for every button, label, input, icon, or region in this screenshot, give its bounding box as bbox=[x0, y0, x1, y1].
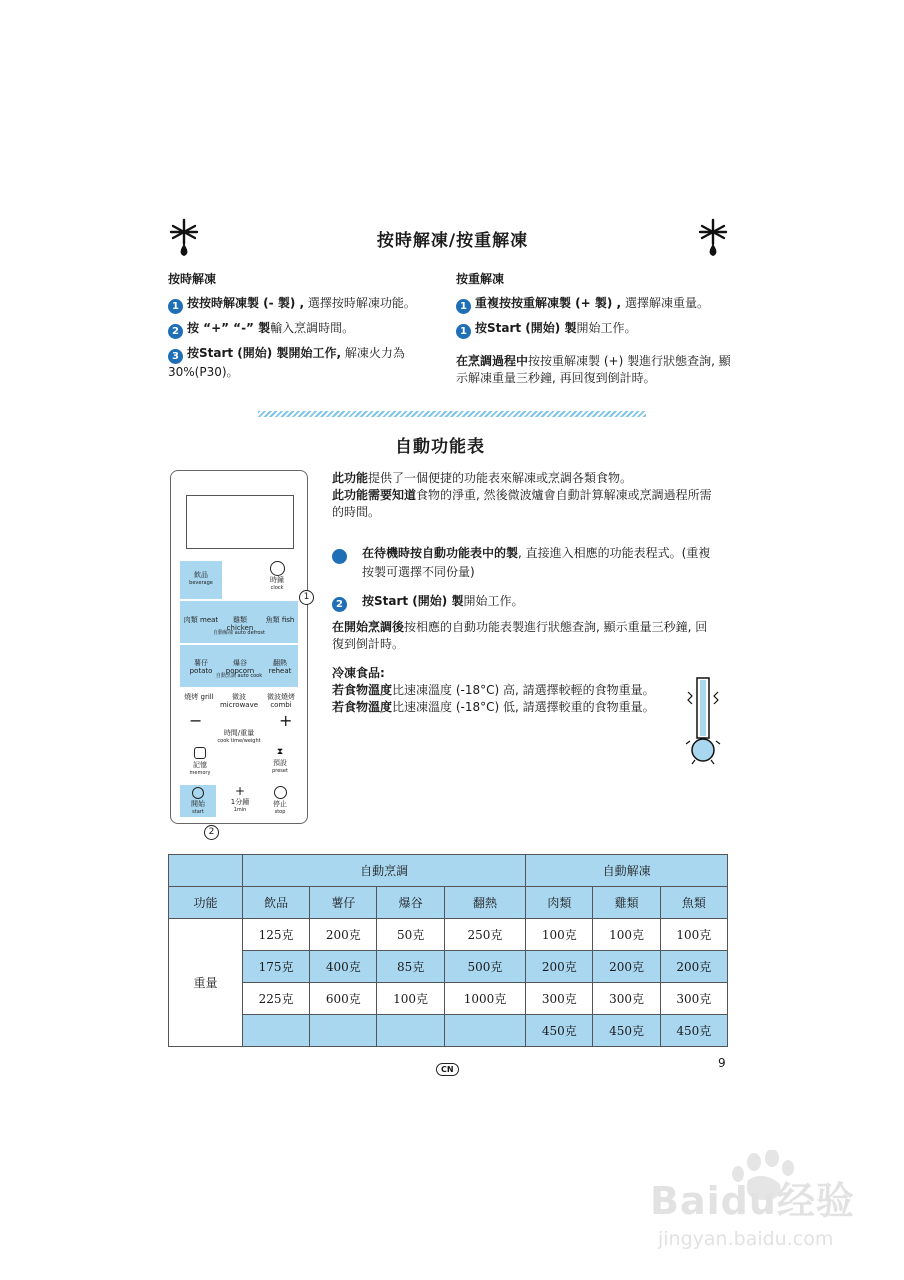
one-min-button[interactable]: + 1分鐘 1min bbox=[223, 785, 257, 814]
watermark-logo bbox=[650, 1150, 890, 1260]
step-number: 3 bbox=[168, 349, 183, 364]
microwave-button[interactable]: 微波 microwave bbox=[219, 693, 259, 709]
step-1: 1 重複按按重解凍製 (+ 製) , 選擇解凍重量。 bbox=[456, 295, 731, 314]
table-corner bbox=[169, 855, 243, 887]
table-cell: 300克 bbox=[526, 983, 593, 1015]
step-2: 1 按Start (開始) 製開始工作。 bbox=[456, 320, 731, 339]
potato-button[interactable]: 薯仔 potato bbox=[189, 659, 213, 675]
step-3: 3 按Start (開始) 製開始工作, 解凍火力為30%(P30)。 bbox=[168, 346, 405, 379]
table-cell: 600克 bbox=[310, 983, 377, 1015]
reheat-button[interactable]: 翻熱 reheat bbox=[268, 659, 292, 675]
table-cell bbox=[444, 1015, 526, 1047]
start-button[interactable]: 開始 start bbox=[180, 785, 216, 817]
plus-icon: + bbox=[234, 784, 246, 798]
fish-button[interactable]: 魚類 fish bbox=[265, 616, 295, 624]
auto-cook-label: 自動烹調 auto cook bbox=[215, 673, 263, 679]
preset-button[interactable]: ⧗ 預設 preset bbox=[272, 747, 288, 774]
grill-button[interactable]: 燒烤 grill bbox=[184, 693, 214, 701]
auto-defrost-label: 自動解凍 auto defrost bbox=[212, 630, 265, 636]
table-cell bbox=[310, 1015, 377, 1047]
start-note: 在開始烹調後按相應的自動功能表製進行狀態查詢, 顯示重量三秒鐘, 回復到倒計時。 bbox=[332, 620, 708, 651]
callout-2: 2 bbox=[204, 819, 219, 840]
language-badge: CN bbox=[436, 1057, 459, 1076]
table-cell: 300克 bbox=[660, 983, 727, 1015]
table-cell: 50克 bbox=[377, 919, 444, 951]
left-column bbox=[168, 270, 430, 381]
heading-by-time: 按時解凍 bbox=[168, 272, 217, 286]
section-title-auto: 自動功能表 bbox=[395, 437, 485, 457]
table-row bbox=[169, 1015, 728, 1047]
auto-step-2: 2 按Start (開始) 製開始工作。 bbox=[332, 593, 717, 612]
plus-button[interactable]: + bbox=[279, 711, 293, 730]
frozen-thermometer-icon bbox=[678, 672, 728, 772]
auto-steps bbox=[321, 545, 717, 612]
auto-step-1: 1 在待機時按自動功能表中的製, 直接進入相應的功能表程式。(重複按製可選擇不同份量) bbox=[321, 546, 711, 579]
row-label-function: 功能 bbox=[169, 887, 243, 919]
step-number: 1 bbox=[456, 324, 471, 339]
table-cell: 1000克 bbox=[444, 983, 526, 1015]
table-cell: 500克 bbox=[444, 951, 526, 983]
divider bbox=[258, 411, 646, 417]
stop-icon bbox=[274, 786, 287, 799]
time-weight-label: 時間/重量 cook time/weight bbox=[217, 729, 261, 744]
combi-button[interactable]: 微波燒烤 combi bbox=[267, 693, 295, 709]
column-header: 肉類 bbox=[526, 887, 593, 919]
table-cell: 100克 bbox=[377, 983, 444, 1015]
callout-1: 1 bbox=[299, 584, 314, 605]
intro-text: 此功能提供了一個便捷的功能表來解凍或烹調各類食物。 此功能需要知道食物的淨重, 然後微波爐會自動計算解凍或烹調過程所需的時間。 bbox=[332, 471, 712, 519]
frozen-food-note: 冷凍食品: 若食物溫度比速凍溫度 (-18°C) 高, 請選擇較輕的食物重量。 若食物溫度比速凍溫度 (-18°C) 低, 請選擇較重的食物重量。 bbox=[332, 666, 655, 714]
column-header: 飲品 bbox=[243, 887, 310, 919]
table-cell: 450克 bbox=[526, 1015, 593, 1047]
step-number: 1 bbox=[168, 299, 183, 314]
column-header: 翻熱 bbox=[444, 887, 526, 919]
beverage-button[interactable]: 飲品 beverage bbox=[180, 561, 222, 599]
table-cell: 300克 bbox=[593, 983, 660, 1015]
chicken-button[interactable]: 雞類 chicken bbox=[226, 616, 254, 632]
table-cell: 400克 bbox=[310, 951, 377, 983]
auto-menu-table bbox=[168, 854, 728, 1047]
auto-cook-group bbox=[180, 645, 298, 687]
group-auto-defrost: 自動解凍 bbox=[526, 855, 728, 887]
auto-defrost-group bbox=[180, 601, 298, 643]
table-cell: 250克 bbox=[444, 919, 526, 951]
watermark-url: jingyan.baidu.com bbox=[658, 1228, 834, 1250]
defrost-icon-right bbox=[697, 218, 729, 258]
table-cell: 175克 bbox=[243, 951, 310, 983]
display-screen bbox=[186, 495, 294, 549]
defrost-icon-left bbox=[168, 218, 200, 258]
table-cell: 200克 bbox=[660, 951, 727, 983]
table-cell: 450克 bbox=[593, 1015, 660, 1047]
memory-button[interactable]: 記憶 memory bbox=[183, 747, 217, 777]
popcorn-button[interactable]: 爆谷 popcorn bbox=[225, 659, 255, 675]
section-title-defrost: 按時解凍/按重解凍 bbox=[376, 231, 529, 251]
clock-icon bbox=[270, 561, 285, 576]
table-cell: 200克 bbox=[310, 919, 377, 951]
step-1: 1 按按時解凍製 (- 製) , 選擇按時解凍功能。 bbox=[168, 295, 430, 314]
step-2: 2 按 “+” “-” 製輸入烹調時間。 bbox=[168, 320, 430, 339]
minus-button[interactable]: − bbox=[189, 711, 203, 730]
watermark-brand: Baidu经验 bbox=[650, 1179, 855, 1223]
page-number: 9 bbox=[718, 1056, 726, 1070]
memory-icon bbox=[194, 747, 206, 759]
table-row bbox=[169, 951, 728, 983]
table-cell: 100克 bbox=[660, 919, 727, 951]
stop-button[interactable]: 停止 stop bbox=[263, 785, 297, 816]
table-cell: 200克 bbox=[526, 951, 593, 983]
start-icon bbox=[192, 787, 204, 799]
clock-button[interactable]: 時鐘 clock bbox=[257, 561, 297, 599]
table-cell: 450克 bbox=[660, 1015, 727, 1047]
heading-by-weight: 按重解凍 bbox=[456, 272, 505, 286]
step-number: 2 bbox=[168, 324, 183, 339]
table-cell bbox=[377, 1015, 444, 1047]
table-cell bbox=[243, 1015, 310, 1047]
table-cell: 85克 bbox=[377, 951, 444, 983]
right-column bbox=[456, 270, 731, 387]
table-cell: 200克 bbox=[593, 951, 660, 983]
table-row bbox=[169, 983, 728, 1015]
group-auto-cook: 自動烹調 bbox=[243, 855, 526, 887]
column-header: 雞類 bbox=[593, 887, 660, 919]
table-cell: 225克 bbox=[243, 983, 310, 1015]
column-header: 魚類 bbox=[660, 887, 727, 919]
status-note: 在烹調過程中按按重解凍製 (+) 製進行狀態查詢, 顯示解凍重量三秒鐘, 再回復到倒計時。 bbox=[456, 354, 731, 385]
column-header: 爆谷 bbox=[377, 887, 444, 919]
control-panel bbox=[170, 470, 308, 824]
row-label-weight: 重量 bbox=[169, 919, 243, 1047]
meat-button[interactable]: 肉類 meat bbox=[183, 616, 219, 624]
table-cell: 100克 bbox=[526, 919, 593, 951]
hourglass-icon: ⧗ bbox=[276, 747, 284, 757]
step-number: 1 bbox=[456, 299, 471, 314]
table-cell: 100克 bbox=[593, 919, 660, 951]
column-header: 薯仔 bbox=[310, 887, 377, 919]
table-cell: 125克 bbox=[243, 919, 310, 951]
table-row bbox=[169, 919, 728, 951]
